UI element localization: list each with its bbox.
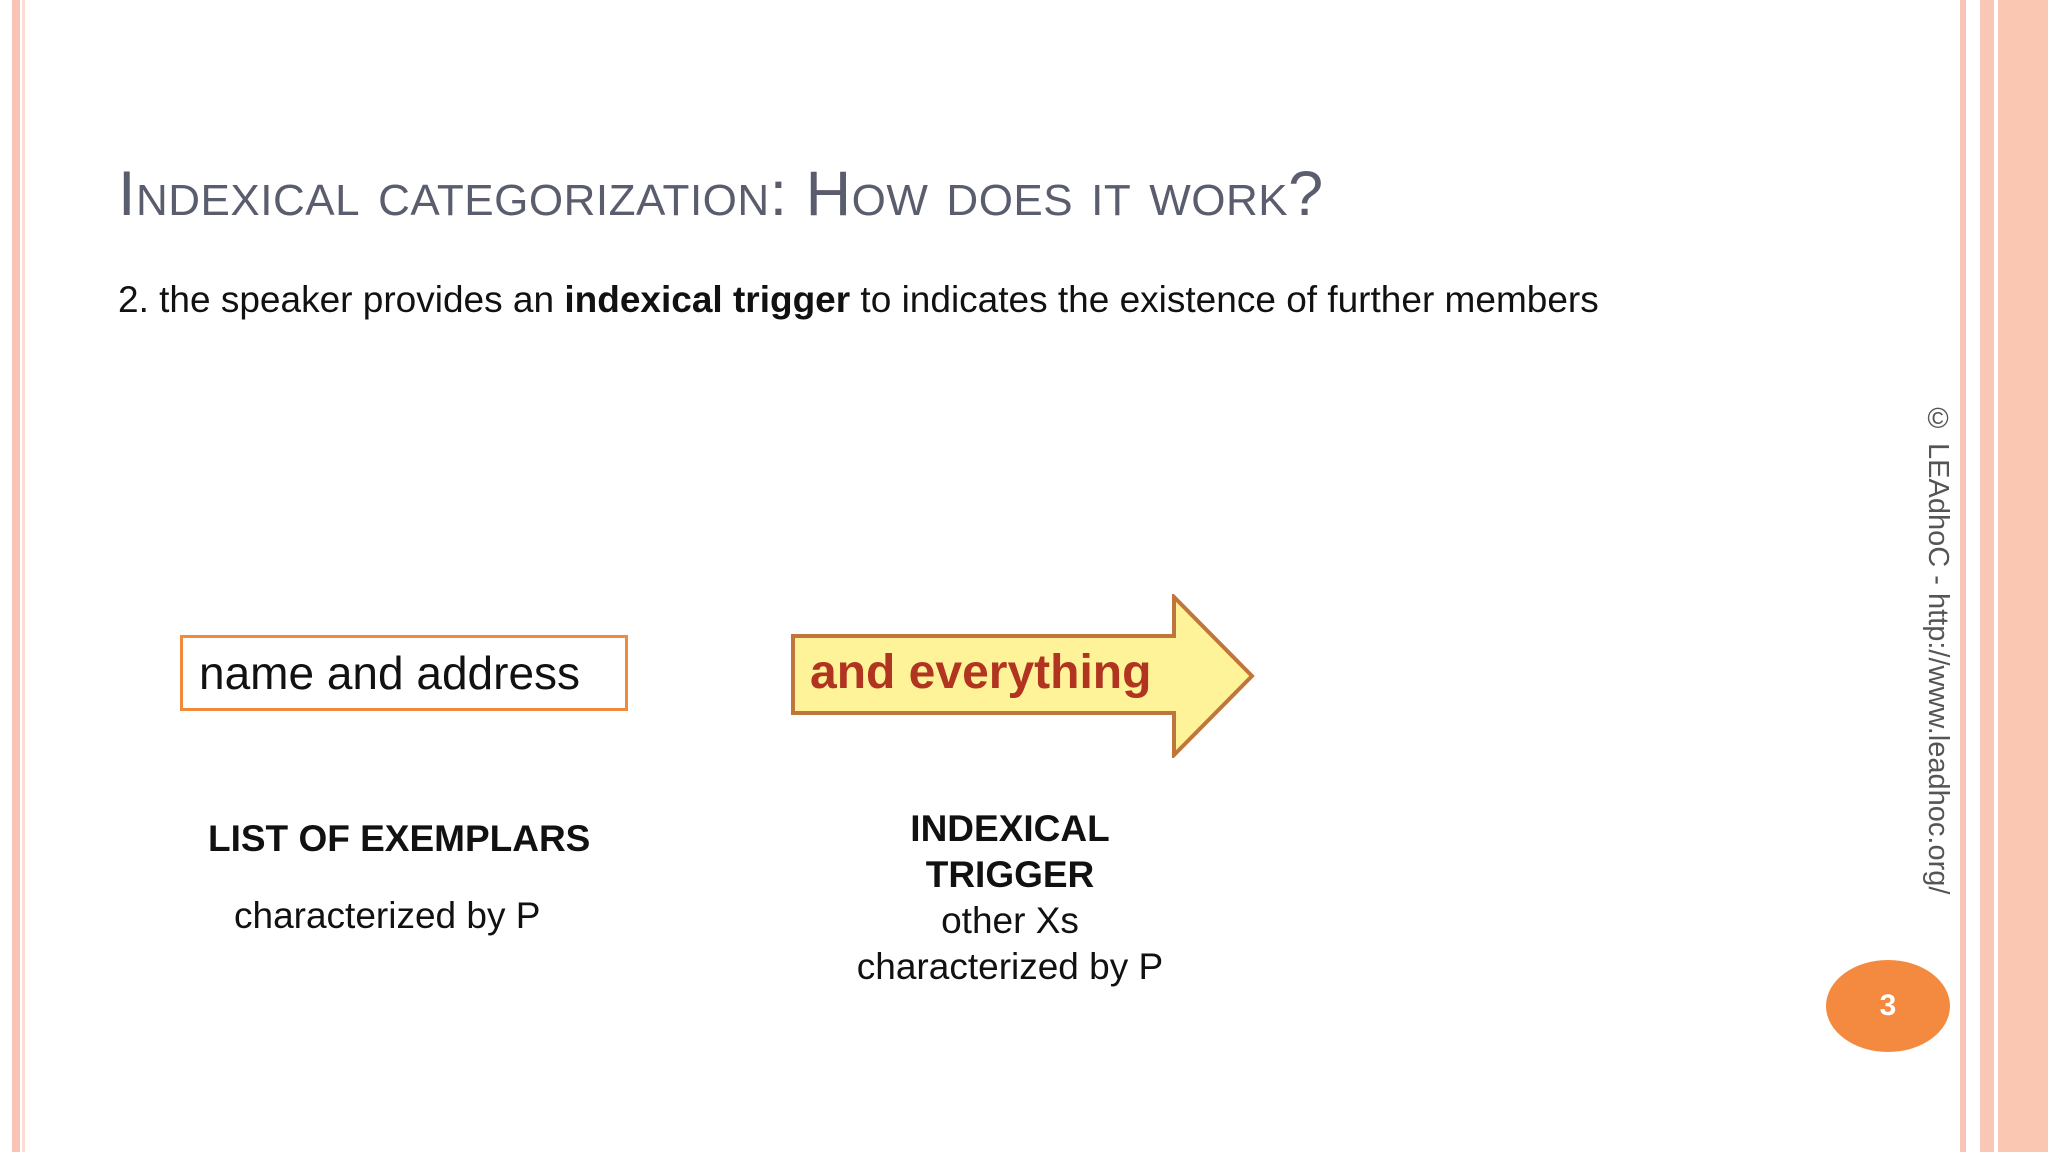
right-border-stripe-thin — [1960, 0, 1966, 1152]
trigger-line4: characterized by P — [856, 946, 1164, 987]
subtitle-bold-term: indexical trigger — [564, 279, 851, 320]
page-number: 3 — [1879, 989, 1897, 1022]
left-border-stripe-thin — [22, 0, 25, 1152]
subtitle-suffix: to indicates the existence of further members — [850, 279, 1599, 320]
exemplar-box — [180, 635, 628, 711]
trigger-arrow-text: and everything — [810, 646, 1152, 699]
copyright-notice: © LEAdhoC - http://www.leadhoc.org/ — [1922, 403, 1954, 895]
indexical-trigger-section — [810, 806, 1210, 990]
left-border-stripe — [12, 0, 20, 1152]
trigger-heading-line1: INDEXICAL — [910, 808, 1110, 849]
exemplar-box-text: name and address — [199, 647, 581, 699]
trigger-line3: other Xs — [941, 900, 1079, 941]
right-border-stripe-wide — [1998, 0, 2048, 1152]
list-of-exemplars-heading: LIST OF EXEMPLARS — [208, 818, 591, 859]
page-number-badge — [1826, 960, 1950, 1052]
subtitle-prefix: 2. the speaker provides an — [118, 279, 565, 320]
list-of-exemplars-description: characterized by P — [234, 895, 541, 936]
right-border-stripe — [1980, 0, 1994, 1152]
trigger-heading-line2: TRIGGER — [925, 854, 1095, 895]
slide-subtitle — [118, 279, 1599, 321]
slide-title: Indexical categorization: How does it work? — [118, 159, 1324, 229]
